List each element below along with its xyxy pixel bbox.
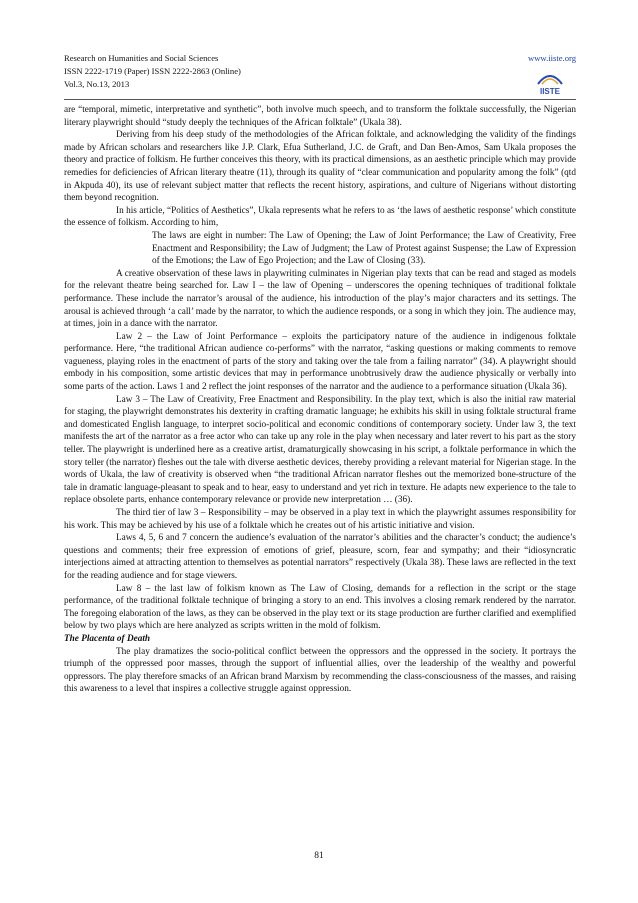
paragraph: Law 2 – the Law of Joint Performance – exploits the participatory nature of the audience in indigenous folktale performance. Here, “the traditional African audience co-performs” with the narrator, “asking questions or making comments to remove vagueness, playing roles in the enactment of parts of the story and taking over the tale from a failing narrator” (34). A playwright should embody in his composition, some artistic devices that may in performance unobtrusively draw the audience physically or verbally into some parts of the action. Laws 1 and 2 reflect the joint responses of the narrator and the audience to a performance situation (Ukala 36).	[64, 331, 576, 393]
paragraph: Law 3 – The Law of Creativity, Free Enactment and Responsibility. In the play text, which is also the initial raw material for staging, the playwright demonstrates his dexterity in crafting dramatic language; he exhibits his skill in using folktale structural frame and domesticated English language, to interpret socio-political and economic conditions of contemporary society. Under law 3, the text manifests the art of the narrator as a free actor who can take up any role in the play when necessary and later revert to his part as the story teller. The playwright is underlined here as a creative artist, dramaturgically showcasing in his script, a folktale performance in which the story teller (the narrator) fleshes out the tale with diverse aesthetic devices, thereby providing a relevant material for Nigerian stage. In the words of Ukala, the law of creativity is observed when “the traditional African narrator fleshes out the memorized bone-structure of the tale in dramatic language-pleasant to speak and to hear, easy to understand and yet rich in texture. He adapts new experience to the tale to replace obsolete parts, enhance contemporary relevance or provide new interpretation … (36).	[64, 394, 576, 506]
header-divider	[64, 99, 576, 100]
paragraph: Laws 4, 5, 6 and 7 concern the audience’s evaluation of the narrator’s abilities and the character’s conduct; the audience’s questions and comments; their free expression of emotions of grief, pleasure, scorn, fear and sympathy; and their “idiosyncratic interjections aimed at attracting attention to themselves as potential narrators” respectively (Ukala 38). These laws are reflected in the text for the reading audience and for stage viewers.	[64, 533, 576, 581]
paragraph: The play dramatizes the socio-political conflict between the oppressors and the oppressed in the society. It portrays the triumph of the oppressed poor masses, through the support of influential allies, over the leadership of the wealthy and powerful oppressors. The play therefore smacks of an African brand Marxism by recommending the class-consciousness of the masses, and raising this awareness to a level that inspires a collective struggle against oppression.	[64, 646, 576, 695]
paragraph: In his article, “Politics of Aesthetics”, Ukala represents what he refers to as ‘the laws of aesthetic response’ which constitute the essence of folkism. According to him,	[64, 205, 576, 229]
block-quote: The laws are eight in number: The Law of Opening; the Law of Joint Performance; the Law of Creativity, Free Enactment and Responsibility; the Law of Judgment; the Law of Protest against Suspense; the Law of Expression of the Emotions; the Law of Ego Projection; and the Law of Closing (33).	[152, 230, 576, 267]
page-header	[64, 52, 576, 91]
iiste-logo	[532, 68, 568, 98]
journal-url-link[interactable]: www.iiste.org	[528, 53, 576, 63]
paragraph: are “temporal, mimetic, interpretative and synthetic”, both involve much speech, and to transform the folktale successfully, the Nigerian literary playwright should “study deeply the techniques of the African folktale” (Ukala 38).	[64, 105, 576, 128]
body-text	[64, 104, 576, 696]
page-number: 81	[314, 851, 324, 861]
paragraph: Law 8 – the last law of folkism known as The Law of Closing, demands for a reflection in the script or the stage performance, of the traditional folktale technique of bringing a story to an end. This involves a closing remark rendered by the narrator. The foregoing elaboration of the laws, as they can be observed in the play text or its stage production are further clarified and exemplified below by two plays which are here analyzed as scripts written in the mold of folkism.	[64, 583, 576, 632]
paragraph: The third tier of law 3 – Responsibility – may be observed in a play text in which the playwright assumes responsibility for his work. This may be achieved by his use of a folktale which he creates out of his artistic initiative and vision.	[64, 508, 576, 531]
issn-line: ISSN 2222-1719 (Paper) ISSN 2222-2863 (Online)	[64, 66, 241, 76]
volume-line: Vol.3, No.13, 2013	[64, 79, 130, 89]
section-heading: The Placenta of Death	[64, 633, 151, 644]
journal-title: Research on Humanities and Social Sciences	[64, 53, 219, 63]
header-row-1	[64, 52, 576, 65]
paragraph: Deriving from his deep study of the methodologies of the African folktale, and acknowledging the validity of the findings made by African scholars and researchers like J.P. Clark, Efua Sutherland, J.C. de Graft, and Dan Ben-Amos, Sam Ukala proposes the theory and practice of folkism. He further conceives this theory, with its practical dimensions, as an aesthetic principle which may provide remedies for deficiencies of African literary theatre (11), through its quality of “clear communication and popularity among the folk” (qtd in Akpuda 40), its use of relevant subject matter that reflects the recent history, aspirations, and culture of Nigerians without distorting them beyond recognition.	[64, 130, 576, 204]
logo-text: IISTE	[539, 87, 561, 96]
paragraph: A creative observation of these laws in playwriting culminates in Nigerian play texts that can be read and staged as models for the relevant theatre being searched for. Law I – the law of Opening – underscores the opening techniques of traditional folktale performance. These include the narrator’s arousal of the audience, his introduction of the play’s major characters and its settings. The arousal is achieved through ‘a call’ made by the narrator, to which the audience responds, or a song in which they join. The audience may, at times, join in a dance with the narrator.	[64, 268, 576, 330]
